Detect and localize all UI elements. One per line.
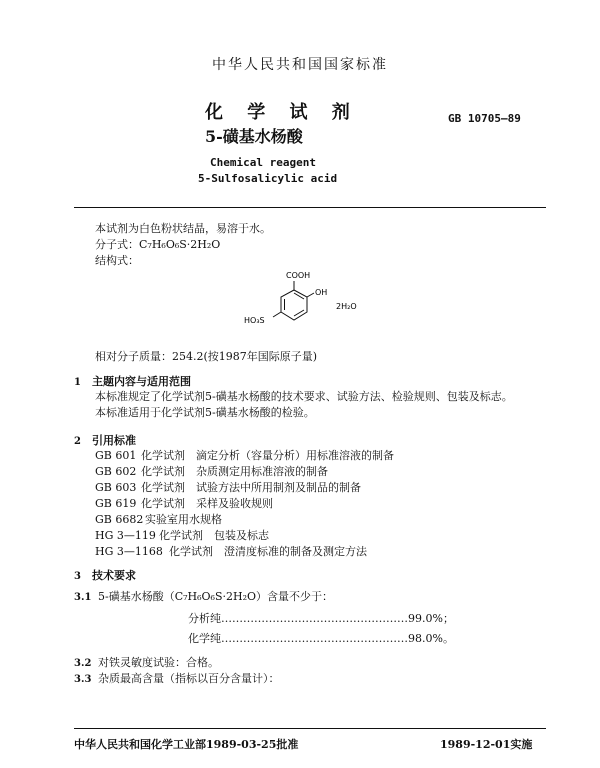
dot-leader: …………………………………………… xyxy=(221,632,408,645)
standard-number: GB 10705—89 xyxy=(448,112,521,125)
item-number: 3.3 xyxy=(74,674,92,685)
reference-item: HG 3—119 化学试剂 包装及标志 xyxy=(95,529,269,542)
grade-name: 分析纯 xyxy=(188,612,221,625)
grade-value: 99.0%； xyxy=(408,612,454,625)
section-title: 引用标准 xyxy=(92,434,136,447)
hydroxyl-group: OH xyxy=(315,288,328,297)
item-3-2 xyxy=(74,654,219,670)
reference-item: GB 601 化学试剂 滴定分析（容量分析）用标准溶液的制备 xyxy=(95,449,394,462)
section-1-para-2: 本标准适用于化学试剂5-磺基水杨酸的检验。 xyxy=(95,406,315,419)
sulfo-group: HO₃S xyxy=(244,316,265,325)
reference-item: GB 619 化学试剂 采样及验收规则 xyxy=(95,497,273,510)
section-1-heading xyxy=(74,370,191,389)
reference-item: GB 602 化学试剂 杂质测定用标准溶液的制备 xyxy=(95,465,328,478)
section-number: 2 xyxy=(74,436,81,447)
reference-item: HG 3—1168 化学试剂 澄清度标准的制备及测定方法 xyxy=(95,545,367,558)
item-text: 杂质最高含量（指标以百分含量计）： xyxy=(98,672,280,685)
implementation-date: 1989-12-01实施 xyxy=(440,738,533,751)
molecular-formula: C₇H₆O₆S·2H₂O xyxy=(139,238,221,251)
section-1-para-1: 本标准规定了化学试剂5-磺基水杨酸的技术要求、试验方法、检验规则、包装及标志。 xyxy=(95,390,513,403)
title-en-line2: 5-Sulfosalicylic acid xyxy=(198,172,338,185)
title-en-line1: Chemical reagent xyxy=(210,156,316,169)
approval-statement: 中华人民共和国化学工业部1989-03-25批准 xyxy=(74,738,299,751)
molecular-mass: 相对分子质量：254.2(按1987年国际原子量) xyxy=(95,350,318,363)
section-3-heading xyxy=(74,564,136,583)
reference-item: GB 603 化学试剂 试验方法中所用制剂及制品的制备 xyxy=(95,481,361,494)
grade-value: 98.0%。 xyxy=(408,632,454,645)
item-text: 对铁灵敏度试验：合格。 xyxy=(98,656,219,669)
grade-row xyxy=(188,630,454,646)
section-number: 1 xyxy=(74,377,81,388)
reference-item: GB 6682 实验室用水规格 xyxy=(95,513,222,526)
issuing-authority: 中华人民共和国国家标准 xyxy=(212,57,388,73)
item-text: 5-磺基水杨酸（C₇H₆O₆S·2H₂O）含量不少于： xyxy=(98,590,334,603)
structural-formula xyxy=(236,268,376,338)
water-of-crystallization: 2H₂O xyxy=(336,302,357,311)
carboxyl-group: COOH xyxy=(286,271,311,280)
formula-line xyxy=(95,236,220,252)
item-3-1 xyxy=(74,588,333,604)
item-3-3 xyxy=(74,670,280,686)
dot-leader: …………………………………………… xyxy=(221,612,408,625)
section-number: 3 xyxy=(74,571,81,582)
section-title: 技术要求 xyxy=(92,569,136,582)
title-cn-line2: 5-磺基水杨酸 xyxy=(205,127,303,146)
item-number: 3.2 xyxy=(74,658,92,669)
grade-row xyxy=(188,610,454,626)
formula-label: 分子式： xyxy=(95,238,139,251)
grade-name: 化学纯 xyxy=(188,632,221,645)
section-2-heading xyxy=(74,429,136,448)
section-title: 主题内容与适用范围 xyxy=(92,375,191,388)
bottom-divider xyxy=(74,728,546,729)
reference-list xyxy=(95,448,394,560)
description: 本试剂为白色粉状结晶，易溶于水。 xyxy=(95,222,271,235)
top-divider xyxy=(74,207,546,208)
structure-label: 结构式： xyxy=(95,254,139,267)
title-cn-line1: 化 学 试 剂 xyxy=(205,102,359,123)
item-number: 3.1 xyxy=(74,592,92,603)
